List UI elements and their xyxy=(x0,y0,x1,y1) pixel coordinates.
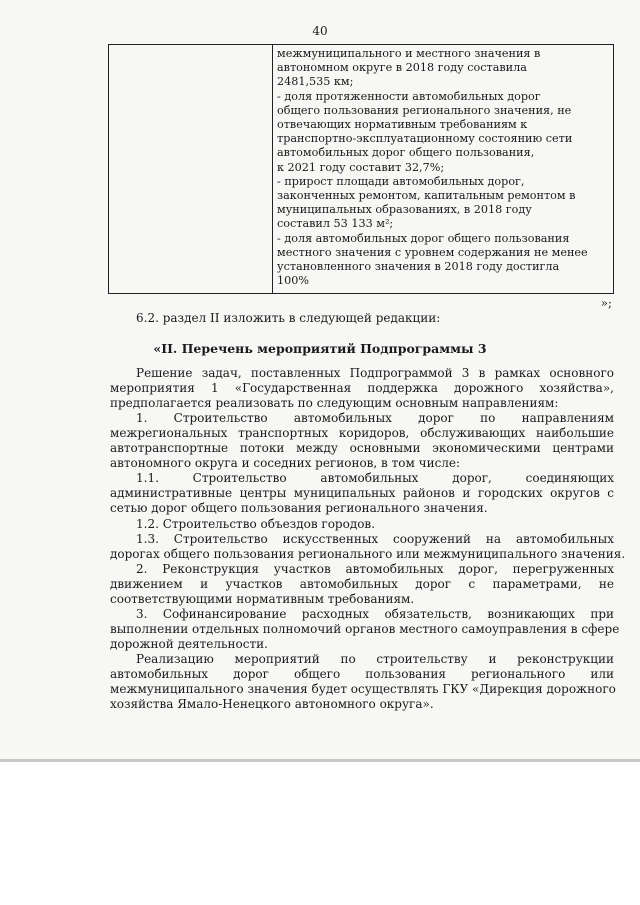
body-line: Решение задач, поставленных Подпрограммой 3 в рамках основного xyxy=(136,366,614,380)
table-line: - доля протяженности автомобильных дорог xyxy=(277,89,541,103)
table-line: 100% xyxy=(277,274,309,288)
body-line: 2. Реконструкция участков автомобильных дорог, перегруженных xyxy=(136,562,614,576)
body-line: соответствующими нормативным требованиям. xyxy=(110,592,415,606)
table-line: местного значения с уровнем содержания не менее xyxy=(277,245,588,259)
body-line: 3. Софинансирование расходных обязательств, возникающих при xyxy=(136,607,614,621)
body-line: 1.3. Строительство искусственных сооружений на автомобильных xyxy=(136,532,614,546)
table-line: 2481,535 км; xyxy=(277,75,354,89)
table-line: автономном округе в 2018 году составила xyxy=(277,61,527,75)
table-line: межмуниципального и местного значения в xyxy=(277,47,541,60)
table-line: автомобильных дорог общего пользования, xyxy=(277,146,535,160)
body-line: выполнении отдельных полномочий органов местного самоуправления в сфере xyxy=(110,622,620,636)
page-number: 40 xyxy=(312,24,328,38)
intro-line: 6.2. раздел II изложить в следующей редакции: xyxy=(136,311,441,325)
body-line: дорожной деятельности. xyxy=(110,637,268,651)
table-line: транспортно-эксплуатационному состоянию сети xyxy=(277,132,573,146)
table-left-cell xyxy=(109,45,273,293)
body-line: 1. Строительство автомобильных дорог по направлениям xyxy=(136,411,614,425)
table-line: к 2021 году составит 32,7%; xyxy=(277,160,445,174)
section-heading: «II. Перечень мероприятий Подпрограммы 3 xyxy=(153,341,487,356)
body-line: дорогах общего пользования регионального или межмуниципального значения. xyxy=(110,547,626,561)
body-line: движением и участков автомобильных дорог с параметрами, не xyxy=(110,577,614,591)
table-line: - доля автомобильных дорог общего пользования xyxy=(277,231,570,245)
body-line: 1.1. Строительство автомобильных дорог, соединяющих xyxy=(136,471,614,485)
body-line: автономного округа и соседних регионов, в том числе: xyxy=(110,456,461,470)
body-line: межрегиональных транспортных коридоров, обслуживающих наибольшие xyxy=(110,426,614,440)
table-line: общего пользования регионального значения, не xyxy=(277,103,572,117)
table-line: установленного значения в 2018 году достигла xyxy=(277,260,560,274)
indicators-table xyxy=(108,44,614,294)
table-line: муниципальных образованиях, в 2018 году xyxy=(277,203,532,217)
body-line: предполагается реализовать по следующим основным направлениям: xyxy=(110,396,559,410)
table-line: - прирост площади автомобильных дорог, xyxy=(277,174,525,188)
body-line: 1.2. Строительство объездов городов. xyxy=(136,517,376,531)
closing-quote: »; xyxy=(600,296,612,310)
table-line: законченных ремонтом, капитальным ремонтом в xyxy=(277,189,576,203)
body-line: межмуниципального значения будет осуществлять ГКУ «Дирекция дорожного xyxy=(110,682,616,696)
body-line: административные центры муниципальных районов и городских округов с xyxy=(110,486,614,500)
body-line: мероприятия 1 «Государственная поддержка дорожного хозяйства», xyxy=(110,381,614,395)
table-line: составил 53 133 м²; xyxy=(277,217,394,231)
body-line: автомобильных дорог общего пользования регионального или xyxy=(110,667,614,681)
table-right-cell xyxy=(277,47,607,288)
body-line: хозяйства Ямало-Ненецкого автономного округа». xyxy=(110,697,434,711)
body-line: автотранспортные потоки между основными экономическими центрами xyxy=(110,441,614,455)
body-line: Реализацию мероприятий по строительству и реконструкции xyxy=(136,652,614,666)
table-line: отвечающих нормативным требованиям к xyxy=(277,118,528,132)
body-line: сетью дорог общего пользования регионального значения. xyxy=(110,501,488,515)
